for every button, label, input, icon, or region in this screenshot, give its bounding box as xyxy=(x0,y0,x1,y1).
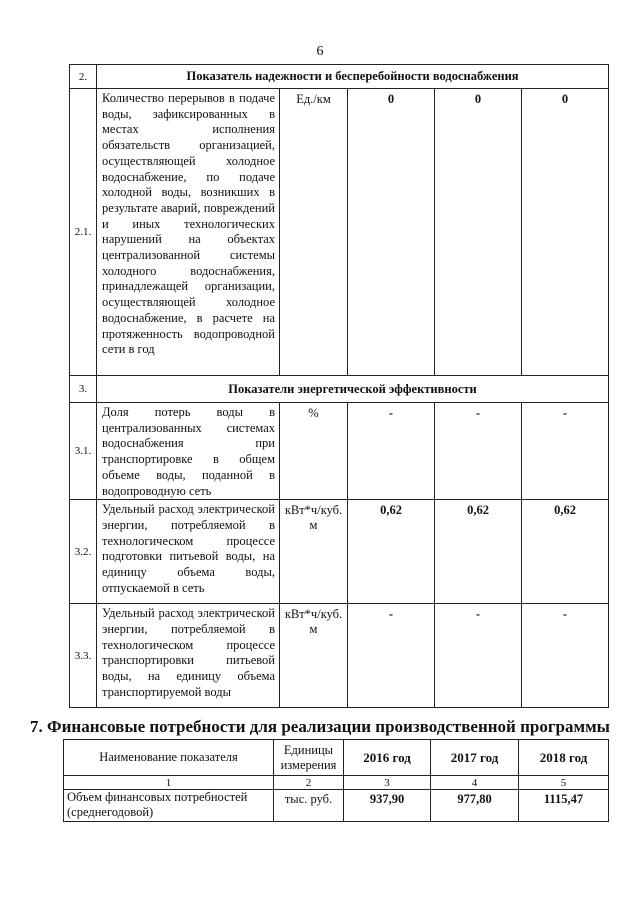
page-number: 6 xyxy=(316,44,324,59)
unit-cell: кВт*ч/куб. м xyxy=(280,500,348,604)
value-cell: 977,80 xyxy=(431,790,519,822)
section-row xyxy=(70,376,609,403)
value-cell: - xyxy=(435,403,522,500)
row-number: 2.1. xyxy=(70,89,97,376)
value-cell: 1115,47 xyxy=(519,790,609,822)
column-index: 4 xyxy=(431,776,519,790)
unit-cell: % xyxy=(280,403,348,500)
column-header: Единицы измерения xyxy=(274,740,344,776)
section-7-heading: 7. Финансовые потребности для реализации производственной программы xyxy=(30,717,610,736)
table-row xyxy=(70,500,609,604)
value-cell: - xyxy=(348,403,435,500)
column-index: 1 xyxy=(64,776,274,790)
value-cell: 0,62 xyxy=(435,500,522,604)
indicator-description: Количество перерывов в подаче воды, зафиксированных в местах исполнения обязательств организацией, осуществляющей холодное водоснабжение, по подаче холодной воды, возникших в результате аварий, повреждений и иных технологических нарушений на объектах централизованной системы холодного водоснабжения, принадлежащей организации, осуществляющей холодное водоснабжение, в расчете на протяженность водопроводной сети в год xyxy=(97,89,280,376)
indicator-description: Удельный расход электрической энергии, потребляемой в технологическом процессе подготовки питьевой воды, на единицу объема воды, отпускаемой в сеть xyxy=(97,500,280,604)
finance-table xyxy=(63,739,609,822)
section-row xyxy=(70,65,609,89)
header-row xyxy=(64,740,609,776)
table-row xyxy=(70,89,609,376)
table-row xyxy=(64,790,609,822)
column-header: 2016 год xyxy=(344,740,431,776)
column-index: 2 xyxy=(274,776,344,790)
section-number: 3. xyxy=(70,376,97,403)
indicator-description: Удельный расход электрической энергии, потребляемой в технологическом процессе транспортировки питьевой воды, на единицу объема транспортируемой воды xyxy=(97,604,280,708)
row-number: 3.1. xyxy=(70,403,97,500)
unit-cell: Ед./км xyxy=(280,89,348,376)
value-cell: - xyxy=(522,604,609,708)
indicator-description: Доля потерь воды в централизованных системах водоснабжения при транспортировке в общем объеме воды, поданной в водопроводную сеть xyxy=(97,403,280,500)
indicator-name: Объем финансовых потребностей (среднегодовой) xyxy=(64,790,274,822)
column-index: 5 xyxy=(519,776,609,790)
table-row xyxy=(70,604,609,708)
table-row xyxy=(70,403,609,500)
value-cell: 0 xyxy=(435,89,522,376)
row-number: 3.2. xyxy=(70,500,97,604)
value-cell: 0 xyxy=(348,89,435,376)
value-cell: 0,62 xyxy=(522,500,609,604)
unit-cell: тыс. руб. xyxy=(274,790,344,822)
section-title: Показатель надежности и бесперебойности водоснабжения xyxy=(97,65,609,89)
row-number: 3.3. xyxy=(70,604,97,708)
value-cell: 937,90 xyxy=(344,790,431,822)
column-header: 2018 год xyxy=(519,740,609,776)
value-cell: - xyxy=(435,604,522,708)
value-cell: 0,62 xyxy=(348,500,435,604)
column-header: Наименование показателя xyxy=(64,740,274,776)
column-header: 2017 год xyxy=(431,740,519,776)
section-number: 2. xyxy=(70,65,97,89)
column-index: 3 xyxy=(344,776,431,790)
reliability-efficiency-table xyxy=(69,64,609,708)
index-row xyxy=(64,776,609,790)
unit-cell: кВт*ч/куб. м xyxy=(280,604,348,708)
value-cell: - xyxy=(522,403,609,500)
section-title: Показатели энергетической эффективности xyxy=(97,376,609,403)
value-cell: - xyxy=(348,604,435,708)
value-cell: 0 xyxy=(522,89,609,376)
